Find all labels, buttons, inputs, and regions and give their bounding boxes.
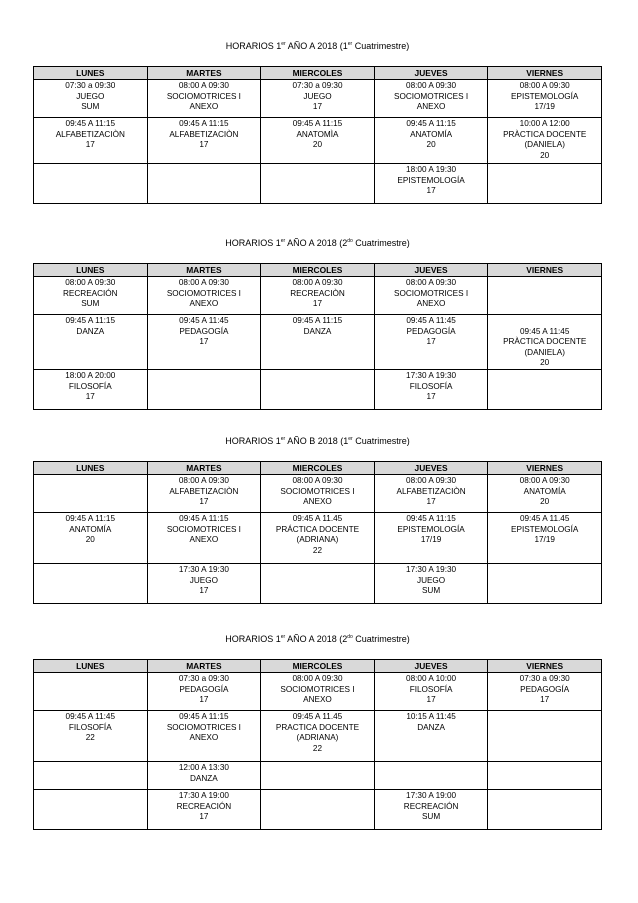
- cell-line: 08:00 A 09:30: [178, 81, 229, 90]
- cell-line: ANATOMÌA: [296, 129, 339, 139]
- schedule-title: [33, 237, 602, 251]
- day-header-martes: MARTES: [147, 67, 261, 80]
- day-header-viernes: VIERNES: [488, 462, 602, 475]
- schedule-cell: [147, 80, 261, 118]
- cell-line: ANATOMÍA: [69, 524, 112, 534]
- header-row: [34, 264, 602, 277]
- cell-line: 07:30 a 09:30: [292, 81, 343, 90]
- cell-line: SOCIOMOTRICES I: [394, 91, 469, 101]
- table-row: [34, 315, 602, 370]
- schedule-block-2: [33, 237, 602, 410]
- cell-line: ANEXO: [189, 102, 219, 112]
- schedule-cell: [374, 315, 488, 370]
- cell-line: JUEGO: [303, 91, 332, 101]
- cell-line: 09:45 A 11.45: [292, 712, 343, 721]
- cell-line: 17:30 A 19:00: [406, 791, 457, 800]
- cell-line: EPISTEMOLOGÍA: [397, 524, 465, 534]
- title-text: Cuatrimestre): [352, 238, 410, 248]
- schedule-cell: [261, 277, 375, 315]
- cell-line: 08:00 A 10:00: [406, 674, 457, 683]
- schedule-cell: [488, 475, 602, 513]
- schedule-cell: [374, 790, 488, 830]
- cell-line: ANATOMÍA: [410, 129, 453, 139]
- cell-line: ALFABETIZACIÒN: [396, 486, 466, 496]
- cell-line: 22: [312, 545, 323, 555]
- cell-line: 17: [199, 337, 209, 347]
- empty-cell: [261, 369, 375, 409]
- day-header-lunes: LUNES: [34, 264, 148, 277]
- schedule-cell: [34, 513, 148, 564]
- cell-line: 09:45 A 11:15: [406, 514, 456, 523]
- cell-line: 17: [199, 695, 209, 705]
- schedule-cell: [147, 315, 261, 370]
- cell-line: 18:00 A 19:30: [406, 165, 457, 174]
- cell-line: 08:00 A 09:30: [292, 278, 343, 287]
- title-text: Cuatrimestre): [352, 634, 410, 644]
- schedule-cell: [261, 315, 375, 370]
- empty-cell: [147, 164, 261, 204]
- schedule-cell: [261, 513, 375, 564]
- cell-line: 09:45 A 11:15: [65, 514, 116, 523]
- cell-line: PRÀCTICA DOCENTE: [503, 129, 587, 139]
- schedule-cell: [34, 118, 148, 164]
- day-header-martes: MARTES: [147, 264, 261, 277]
- table-row: [34, 80, 602, 118]
- cell-line: (DANIELA): [524, 347, 565, 357]
- empty-cell: [34, 475, 148, 513]
- cell-line: PRÀCTICA DOCENTE: [503, 337, 587, 347]
- schedule-cell: [34, 369, 148, 409]
- schedule-cell: [374, 475, 488, 513]
- cell-line: 17: [540, 695, 550, 705]
- cell-line: SOCIOMOTRICES I: [166, 91, 241, 101]
- cell-line: 10:00 A 12:00: [519, 119, 570, 128]
- cell-line: 17:30 A 19:30: [406, 565, 457, 574]
- cell-line: EPISTEMOLOGÍA: [511, 91, 579, 101]
- cell-line: 20: [540, 150, 550, 160]
- empty-cell: [374, 762, 488, 790]
- header-row: [34, 67, 602, 80]
- cell-line: (ADRIANA): [296, 535, 339, 545]
- cell-line: RECREACIÓN: [176, 801, 232, 811]
- schedule-block-4: [33, 633, 602, 830]
- schedule-cell: [374, 673, 488, 711]
- schedule-table: [33, 659, 602, 830]
- table-row: [34, 475, 602, 513]
- header-row: [34, 462, 602, 475]
- cell-line: 09:45 A 11:15: [179, 514, 229, 523]
- cell-line: 20: [540, 358, 550, 368]
- cell-line: 17: [426, 497, 436, 507]
- day-header-jueves: JUEVES: [374, 67, 488, 80]
- cell-line: 09:45 A 11:15: [65, 316, 116, 325]
- cell-line: 17/19: [534, 535, 555, 545]
- cell-line: 17: [312, 299, 323, 309]
- cell-line: 09:45 A 11:15: [292, 316, 343, 325]
- cell-line: 09:45 A 11:15: [179, 712, 229, 721]
- cell-line: JUEGO: [76, 91, 105, 101]
- empty-cell: [488, 762, 602, 790]
- cell-line: 08:00 A 09:30: [519, 81, 570, 90]
- cell-line: 17:30 A 19:30: [406, 370, 457, 380]
- cell-line: 17: [426, 392, 436, 402]
- cell-line: FILOSOFÍA: [68, 381, 112, 391]
- cell-line: 08:00 A 09:30: [406, 476, 457, 485]
- schedule-table: [33, 263, 602, 410]
- title-superscript: er: [280, 436, 286, 442]
- cell-line: SUM: [421, 812, 441, 822]
- title-superscript: er: [281, 41, 286, 47]
- cell-line: 09:45 A 11:45: [519, 326, 570, 336]
- day-header-miercoles: MIERCOLES: [261, 67, 375, 80]
- schedule-cell: [34, 711, 148, 762]
- title-superscript: do: [347, 634, 353, 640]
- day-header-jueves: JUEVES: [374, 660, 488, 673]
- day-header-viernes: VIERNES: [488, 660, 602, 673]
- cell-line: ANEXO: [189, 733, 219, 743]
- cell-line: 17: [199, 812, 209, 822]
- day-header-viernes: VIERNES: [488, 264, 602, 277]
- table-row: [34, 277, 602, 315]
- cell-line: SOCIOMOTRICES I: [280, 684, 355, 694]
- cell-line: RECREACIÓN: [403, 801, 459, 811]
- cell-line: 10:15 A 11:45: [406, 712, 456, 721]
- cell-line: 09:45 A 11:15: [406, 119, 456, 128]
- cell-line: DANZA: [303, 326, 332, 336]
- table-row: [34, 513, 602, 564]
- title-superscript: er: [347, 41, 353, 47]
- cell-line: 09:45 A 11:45: [179, 316, 229, 325]
- cell-line: RECREACIÒN: [290, 288, 345, 298]
- cell-line: 09:45 A 11.45: [519, 514, 570, 523]
- title-text: AÑO A 2018 (1: [285, 41, 348, 51]
- cell-line: 08:00 A 09:30: [292, 476, 343, 485]
- table-row: [34, 564, 602, 604]
- title-text: AÑO A 2018 (2: [285, 238, 348, 248]
- cell-line: 08:00 A 09:30: [178, 476, 229, 485]
- cell-line: 09:45 A 11:15: [65, 119, 116, 128]
- empty-cell: [488, 164, 602, 204]
- cell-line: ANEXO: [189, 299, 219, 309]
- title-text: HORARIOS 1: [225, 41, 282, 51]
- empty-cell: [488, 711, 602, 762]
- cell-line: PRACTICA DOCENTE: [275, 722, 360, 732]
- empty-cell: [34, 564, 148, 604]
- empty-cell: [261, 564, 375, 604]
- cell-line: ANEXO: [303, 497, 332, 507]
- schedule-title: [33, 40, 602, 54]
- empty-cell: [34, 673, 148, 711]
- schedule-cell: [147, 118, 261, 164]
- cell-line: ANEXO: [303, 695, 332, 705]
- title-superscript: er: [348, 436, 353, 442]
- day-header-lunes: LUNES: [34, 462, 148, 475]
- cell-line: 18:00 A 20:00: [65, 370, 116, 380]
- day-header-martes: MARTES: [147, 660, 261, 673]
- cell-line: DANZA: [417, 722, 445, 732]
- day-header-lunes: LUNES: [34, 67, 148, 80]
- schedule-table: [33, 461, 602, 604]
- schedule-cell: [374, 513, 488, 564]
- schedule-cell: [34, 277, 148, 315]
- title-text: AÑO B 2018 (1: [285, 436, 349, 446]
- cell-line: ANEXO: [189, 535, 219, 545]
- schedule-cell: [34, 315, 148, 370]
- schedule-cell: [147, 475, 261, 513]
- cell-line: ANATOMÍA: [523, 486, 566, 496]
- cell-line: 08:00 A 09:30: [178, 278, 229, 287]
- cell-line: 09:45 A 11:15: [179, 119, 229, 128]
- schedule-cell: [261, 475, 375, 513]
- header-row: [34, 660, 602, 673]
- empty-cell: [34, 762, 148, 790]
- schedule-cell: [374, 277, 488, 315]
- cell-line: 08:00 A 09:30: [519, 476, 570, 485]
- cell-line: 20: [426, 140, 436, 150]
- cell-line: SOCIOMOTRICES I: [280, 486, 355, 496]
- cell-line: 17:30 A 19:30: [178, 565, 229, 574]
- schedule-block-3: [33, 435, 602, 604]
- cell-line: 17: [199, 497, 209, 507]
- schedule-cell: [147, 277, 261, 315]
- cell-line: FILOSOFÍA: [68, 722, 112, 732]
- cell-line: 09:45 A 11:15: [292, 119, 343, 128]
- schedule-cell: [488, 513, 602, 564]
- schedule-cell: [261, 80, 375, 118]
- cell-line: 22: [312, 743, 323, 753]
- day-header-miercoles: MIERCOLES: [261, 264, 375, 277]
- schedule-cell: [261, 118, 375, 164]
- cell-line: ALFABETIZACIÒN: [169, 129, 239, 139]
- cell-line: SOCIOMOTRICES I: [166, 524, 241, 534]
- schedule-cell: [147, 513, 261, 564]
- cell-line: DANZA: [190, 773, 218, 783]
- cell-line: PEDAGOGÍA: [179, 684, 229, 694]
- cell-line: 09:45 A 11:45: [65, 712, 116, 721]
- empty-cell: [261, 164, 375, 204]
- day-header-viernes: VIERNES: [488, 67, 602, 80]
- schedule-table: [33, 66, 602, 204]
- cell-line: SUM: [81, 102, 100, 112]
- cell-line: PEDAGOGÍA: [520, 684, 570, 694]
- cell-line: 12:00 A 13:30: [178, 763, 229, 772]
- title-text: HORARIOS 1: [225, 238, 281, 248]
- cell-line: 20: [85, 535, 95, 545]
- cell-line: 17:30 A 19:00: [178, 791, 229, 800]
- day-header-jueves: JUEVES: [374, 264, 488, 277]
- cell-line: 17: [312, 102, 323, 112]
- cell-line: 20: [312, 140, 323, 150]
- cell-line: 08:00 A 09:30: [292, 674, 343, 683]
- table-row: [34, 118, 602, 164]
- schedule-cell: [147, 711, 261, 762]
- cell-line: (ADRIANA): [296, 733, 339, 743]
- cell-line: ALFABETIZACIÒN: [55, 129, 125, 139]
- cell-line: RECREACIÓN: [63, 288, 118, 298]
- cell-line: 09:45 A 11:45: [406, 316, 456, 325]
- cell-line: PRÁCTICA DOCENTE: [275, 524, 360, 534]
- cell-line: 07:30 a 09:30: [65, 81, 116, 90]
- cell-line: PEDAGOGÍA: [406, 326, 456, 336]
- table-row: [34, 673, 602, 711]
- schedule-block-1: [33, 40, 602, 204]
- cell-line: 17: [85, 392, 95, 402]
- cell-line: 17: [85, 140, 95, 150]
- schedule-cell: [261, 711, 375, 762]
- cell-line: SOCIOMOTRICES I: [166, 288, 241, 298]
- cell-line: FILOSOFÍA: [409, 381, 453, 391]
- table-row: [34, 711, 602, 762]
- empty-cell: [261, 790, 375, 830]
- title-superscript: er: [280, 634, 286, 640]
- schedule-cell: [34, 80, 148, 118]
- day-header-miercoles: MIERCOLES: [261, 462, 375, 475]
- empty-cell: [488, 790, 602, 830]
- table-row: [34, 369, 602, 409]
- cell-line: SOCIOMOTRICES I: [166, 722, 241, 732]
- cell-line: ANEXO: [416, 299, 446, 309]
- cell-line: 07:30 a 09:30: [178, 674, 229, 683]
- title-superscript: do: [347, 238, 353, 244]
- day-header-miercoles: MIERCOLES: [261, 660, 375, 673]
- cell-line: 08:00 A 09:30: [406, 278, 457, 287]
- schedule-cell: [261, 673, 375, 711]
- cell-line: (DANIELA): [524, 140, 565, 150]
- schedule-cell: [147, 564, 261, 604]
- cell-line: 20: [540, 497, 550, 507]
- cell-line: SOCIOMOTRICES I: [394, 288, 469, 298]
- cell-line: ANEXO: [416, 102, 446, 112]
- schedule-cell: [374, 80, 488, 118]
- day-header-jueves: JUEVES: [374, 462, 488, 475]
- empty-cell: [261, 762, 375, 790]
- cell-line: PEDAGOGÍA: [179, 326, 229, 336]
- cell-line: EPISTEMOLOGÍA: [397, 175, 465, 185]
- cell-line: 17/19: [534, 102, 555, 112]
- schedule-cell: [374, 564, 488, 604]
- empty-cell: [34, 790, 148, 830]
- schedule-title: [33, 435, 602, 449]
- schedule-cell: [374, 164, 488, 204]
- empty-cell: [488, 277, 602, 315]
- schedule-title: [33, 633, 602, 647]
- cell-line: DANZA: [76, 326, 105, 336]
- day-header-martes: MARTES: [147, 462, 261, 475]
- cell-line: 08:00 A 09:30: [406, 81, 457, 90]
- cell-line: 08:00 A 09:30: [65, 278, 116, 287]
- title-superscript: er: [280, 238, 286, 244]
- empty-cell: [147, 369, 261, 409]
- title-text: Cuatrimestre): [352, 41, 410, 51]
- cell-line: EPISTEMOLOGÍA: [511, 524, 579, 534]
- schedule-cell: [147, 673, 261, 711]
- day-header-lunes: LUNES: [34, 660, 148, 673]
- cell-line: JUEGO: [416, 575, 446, 585]
- cell-line: ALFABETIZACIÒN: [169, 486, 239, 496]
- cell-line: 22: [85, 733, 95, 743]
- cell-line: JUEGO: [189, 575, 218, 585]
- title-text: Cuatrimestre): [352, 436, 410, 446]
- empty-cell: [488, 564, 602, 604]
- schedule-cell: [488, 673, 602, 711]
- cell-line: SUM: [81, 299, 100, 309]
- table-row: [34, 762, 602, 790]
- schedule-cell: [488, 118, 602, 164]
- empty-cell: [488, 369, 602, 409]
- schedule-cell: [488, 80, 602, 118]
- cell-line: [490, 316, 599, 327]
- cell-line: 17: [426, 695, 436, 705]
- title-text: HORARIOS 1: [225, 634, 281, 644]
- empty-cell: [34, 164, 148, 204]
- table-row: [34, 790, 602, 830]
- schedule-cell: [374, 118, 488, 164]
- table-row: [34, 164, 602, 204]
- schedule-cell: [374, 711, 488, 762]
- cell-line: 17: [426, 186, 436, 196]
- cell-line: FILOSOFÍA: [409, 684, 453, 694]
- schedule-cell: [488, 315, 602, 370]
- title-text: AÑO A 2018 (2: [285, 634, 348, 644]
- cell-line: 09:45 A 11.45: [292, 514, 343, 523]
- schedule-cell: [147, 790, 261, 830]
- cell-line: 17: [199, 586, 209, 596]
- cell-line: 17: [426, 337, 436, 347]
- title-text: HORARIOS 1: [225, 436, 281, 446]
- cell-line: 07:30 a 09:30: [519, 674, 570, 683]
- cell-line: 17: [199, 140, 209, 150]
- cell-line: SUM: [421, 586, 441, 596]
- cell-line: 17/19: [420, 535, 442, 545]
- schedule-cell: [374, 369, 488, 409]
- schedule-cell: [147, 762, 261, 790]
